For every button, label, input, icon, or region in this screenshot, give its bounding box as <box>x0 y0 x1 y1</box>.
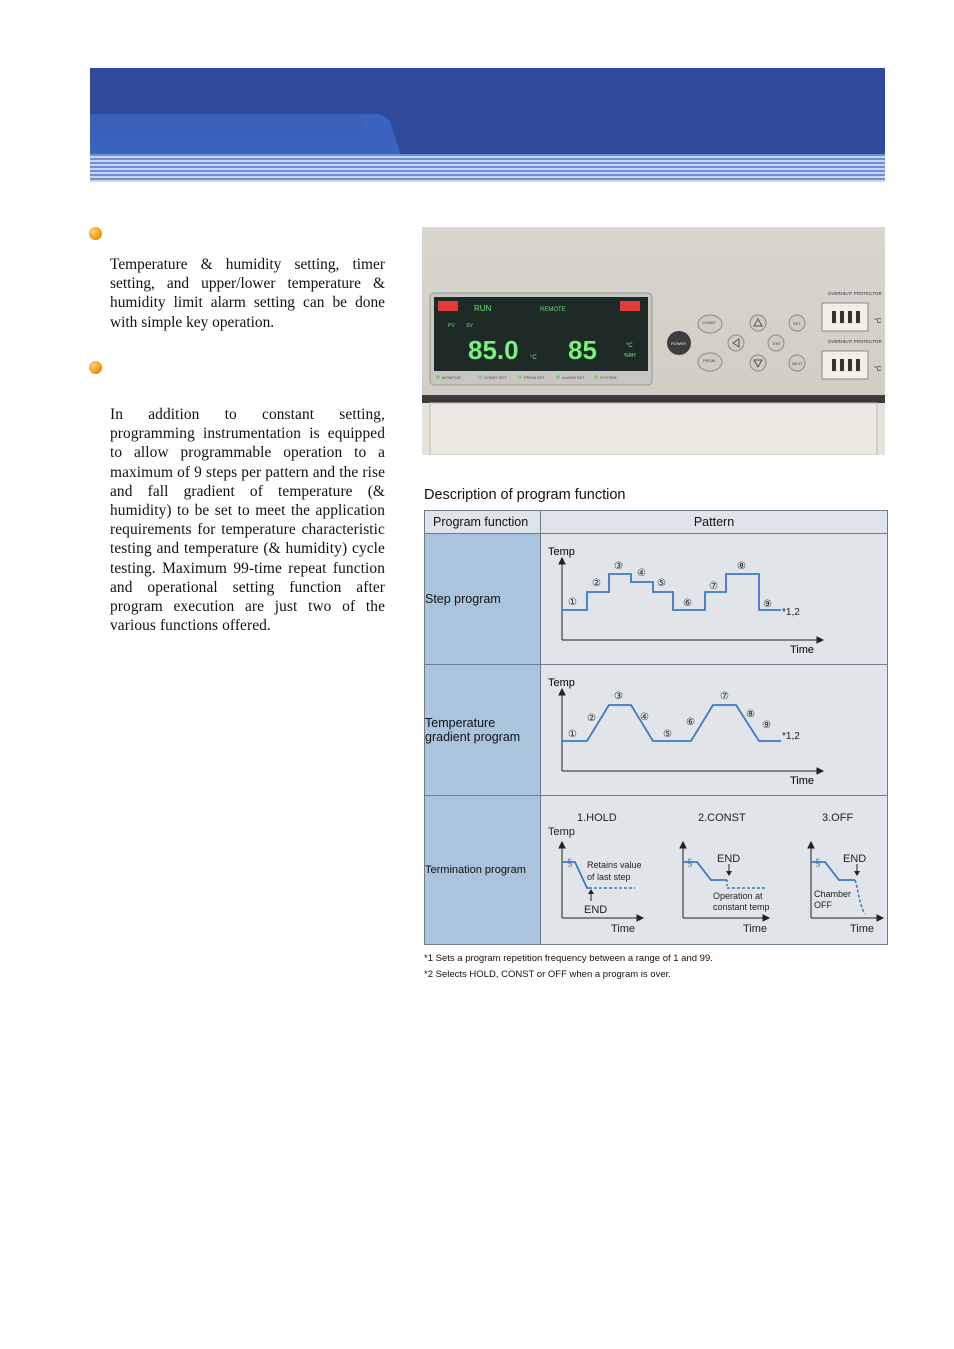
banner-stripes <box>90 154 885 182</box>
remote-indicator: REMOTE <box>540 307 566 313</box>
ent-key-label: ENT <box>773 341 781 346</box>
end-label: END <box>717 853 741 865</box>
protector-label: OVERHEAT PROTECTOR <box>828 339 882 344</box>
const-key-label: CONST <box>702 320 716 325</box>
step-marker: ① <box>568 729 577 740</box>
bullet-icon <box>89 227 102 240</box>
step-program-graph <box>541 534 887 664</box>
status-label: ALARM SET <box>562 375 585 380</box>
const-title: 2.CONST <box>698 812 746 824</box>
power-key-label: POWER <box>671 341 687 346</box>
step-marker: ⑨ <box>762 720 771 731</box>
run-indicator: RUN <box>474 304 492 313</box>
step-marker: ⑤ <box>657 578 666 589</box>
hold-note: of last step <box>587 872 631 882</box>
off-dashed-line <box>855 880 865 914</box>
humidity-readout: 85 <box>568 335 597 365</box>
note-reference: *1,2 <box>782 731 800 742</box>
col-header-pattern: Pattern <box>541 511 888 534</box>
temp-readout: 85.0 <box>468 335 519 365</box>
table-caption: Description of program function <box>424 487 626 503</box>
footnote: *2 Selects HOLD, CONST or OFF when a program is over. <box>424 969 671 980</box>
hold-title: 1.HOLD <box>577 812 617 824</box>
step-marker: ⑥ <box>683 598 692 609</box>
time-axis-label: Time <box>611 923 636 935</box>
hold-note: Retains value <box>587 860 642 870</box>
step-marker: ⑧ <box>737 561 746 572</box>
time-axis-label: Time <box>790 775 815 787</box>
step-marker: ⑦ <box>709 581 718 592</box>
gradient-program-graph <box>541 665 887 795</box>
step-marker: ⑨ <box>763 599 772 610</box>
note-reference: *1,2 <box>782 607 800 618</box>
row-label-gradient: Temperature gradient program <box>425 665 541 796</box>
pv-label: PV <box>448 323 455 329</box>
controller-panel-photo <box>422 227 885 455</box>
set-key-label: SET <box>793 321 801 326</box>
step-marker: ② <box>592 578 601 589</box>
svg-text:§: § <box>567 858 573 869</box>
end-label: END <box>584 904 608 916</box>
protector-unit: °C <box>874 366 882 373</box>
step-marker: ⑥ <box>686 717 695 728</box>
termination-program-graph <box>541 796 887 944</box>
off-note: OFF <box>814 900 832 910</box>
protector-label: OVERHEAT PROTECTOR <box>828 291 882 296</box>
gradient-program-graph-cell <box>541 665 888 796</box>
status-label: MONITOR <box>442 375 461 380</box>
temp-unit-2: °C <box>626 343 633 349</box>
status-label: SYSTEM <box>600 375 617 380</box>
humidity-unit: %RH <box>624 353 636 359</box>
svg-text:§: § <box>815 858 821 869</box>
temp-axis-label: Temp <box>548 677 575 689</box>
step-marker: ② <box>587 713 596 724</box>
step-marker: ③ <box>614 561 623 572</box>
section1-text: Temperature & humidity setting, timer setting, and upper/lower temperature & humidity limit alarm setting can be done with simple key operation. <box>110 256 385 331</box>
step-marker: ⑦ <box>720 691 729 702</box>
step-program-graph-cell <box>541 534 888 665</box>
footnote: *1 Sets a program repetition frequency between a range of 1 and 99. <box>424 953 713 964</box>
const-note: constant temp <box>713 902 770 912</box>
sv-label: SV <box>466 323 473 329</box>
time-axis-label: Time <box>743 923 768 935</box>
next-key-label: NEXT <box>792 361 803 366</box>
step-marker: ④ <box>640 712 649 723</box>
banner-tab <box>90 114 380 154</box>
step-marker: ⑧ <box>746 709 755 720</box>
section2-text: In addition to constant setting, programming instrumentation is equipped to allow programmable operation to a maximum of 9 steps per pattern and the rise and fall gradient of temperature (& humidity) to be set to meet the application requirements for temperature characteristic testing and temperature (& humidity) cycle testing. Maximum 99-time repeat function and operational setting function after program execution are just two of the various functions offered. <box>110 406 385 635</box>
col-header-function: Program function <box>425 511 541 534</box>
row-label-termination: Termination program <box>425 796 541 945</box>
step-marker: ③ <box>614 691 623 702</box>
end-label: END <box>843 853 867 865</box>
off-title: 3.OFF <box>822 812 854 824</box>
time-axis-label: Time <box>850 923 875 935</box>
svg-text:§: § <box>687 858 693 869</box>
time-axis-label: Time <box>790 644 815 656</box>
temp-axis-label: Temp <box>548 546 575 558</box>
program-function-table <box>424 510 888 945</box>
bullet-icon <box>89 361 102 374</box>
step-marker: ① <box>568 597 577 608</box>
step-marker: ④ <box>637 568 646 579</box>
temp-axis-label: Temp <box>548 826 575 838</box>
status-label: CONST.SET <box>484 375 507 380</box>
prgm-key-label: PRGM <box>703 358 715 363</box>
status-label: PRGM.SET <box>524 375 545 380</box>
temp-unit: °C <box>530 355 537 361</box>
termination-program-graph-cell <box>541 796 888 945</box>
row-label-step: Step program <box>425 534 541 665</box>
step-marker: ⑤ <box>663 729 672 740</box>
off-note: Chamber <box>814 889 852 899</box>
header-banner <box>90 68 885 182</box>
protector-unit: °C <box>874 318 882 325</box>
const-note: Operation at <box>713 891 763 901</box>
